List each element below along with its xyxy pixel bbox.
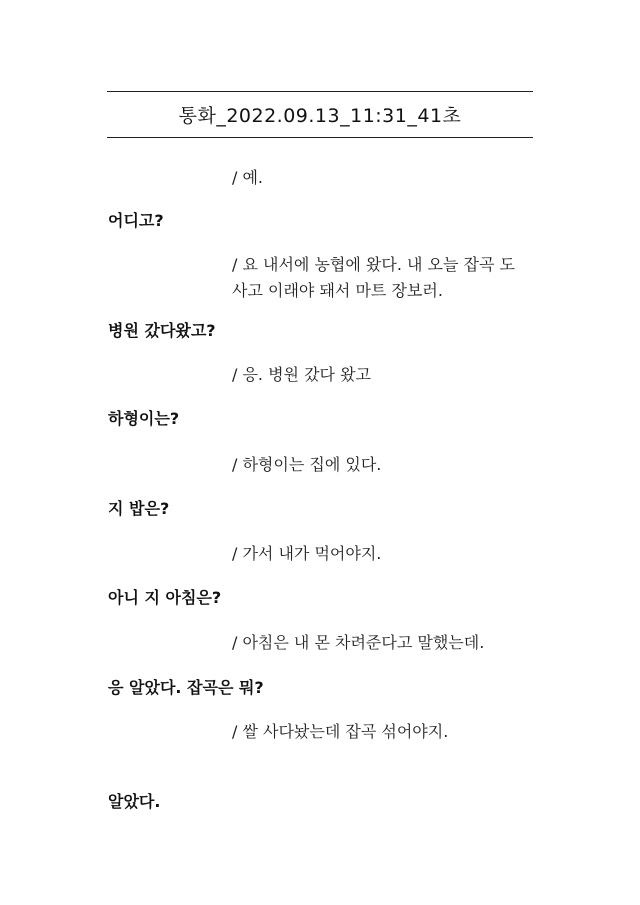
question-line: 지 밥은? [108,499,170,518]
question-line: 병원 갔다왔고? [108,321,216,340]
title-top-rule [107,91,533,92]
question-line: 응 알았다. 잡곡은 뭐? [108,678,264,697]
answer-line: / 응. 병원 갔다 왔고 [232,365,372,384]
question-line: 하형이는? [108,409,180,428]
answer-line: / 쌀 사다놨는데 잡곡 섞어야지. [232,722,449,741]
question-line: 아니 지 아침은? [108,588,222,607]
answer-line: / 요 내서에 농협에 왔다. 내 오늘 잡곡 도 사고 이래야 돼서 마트 장보러. [232,255,516,300]
answer-line: / 가서 내가 먹어야지. [232,544,382,563]
title-bottom-rule [107,137,533,138]
question-line: 알았다. [108,792,161,811]
question-line: 어디고? [108,211,164,230]
answer-line: / 예. [232,168,264,187]
answer-line: / 하형이는 집에 있다. [232,455,382,474]
document-title: 통화_2022.09.13_11:31_41초 [178,105,462,127]
answer-line: / 아침은 내 몬 차려준다고 말했는데. [232,633,485,652]
